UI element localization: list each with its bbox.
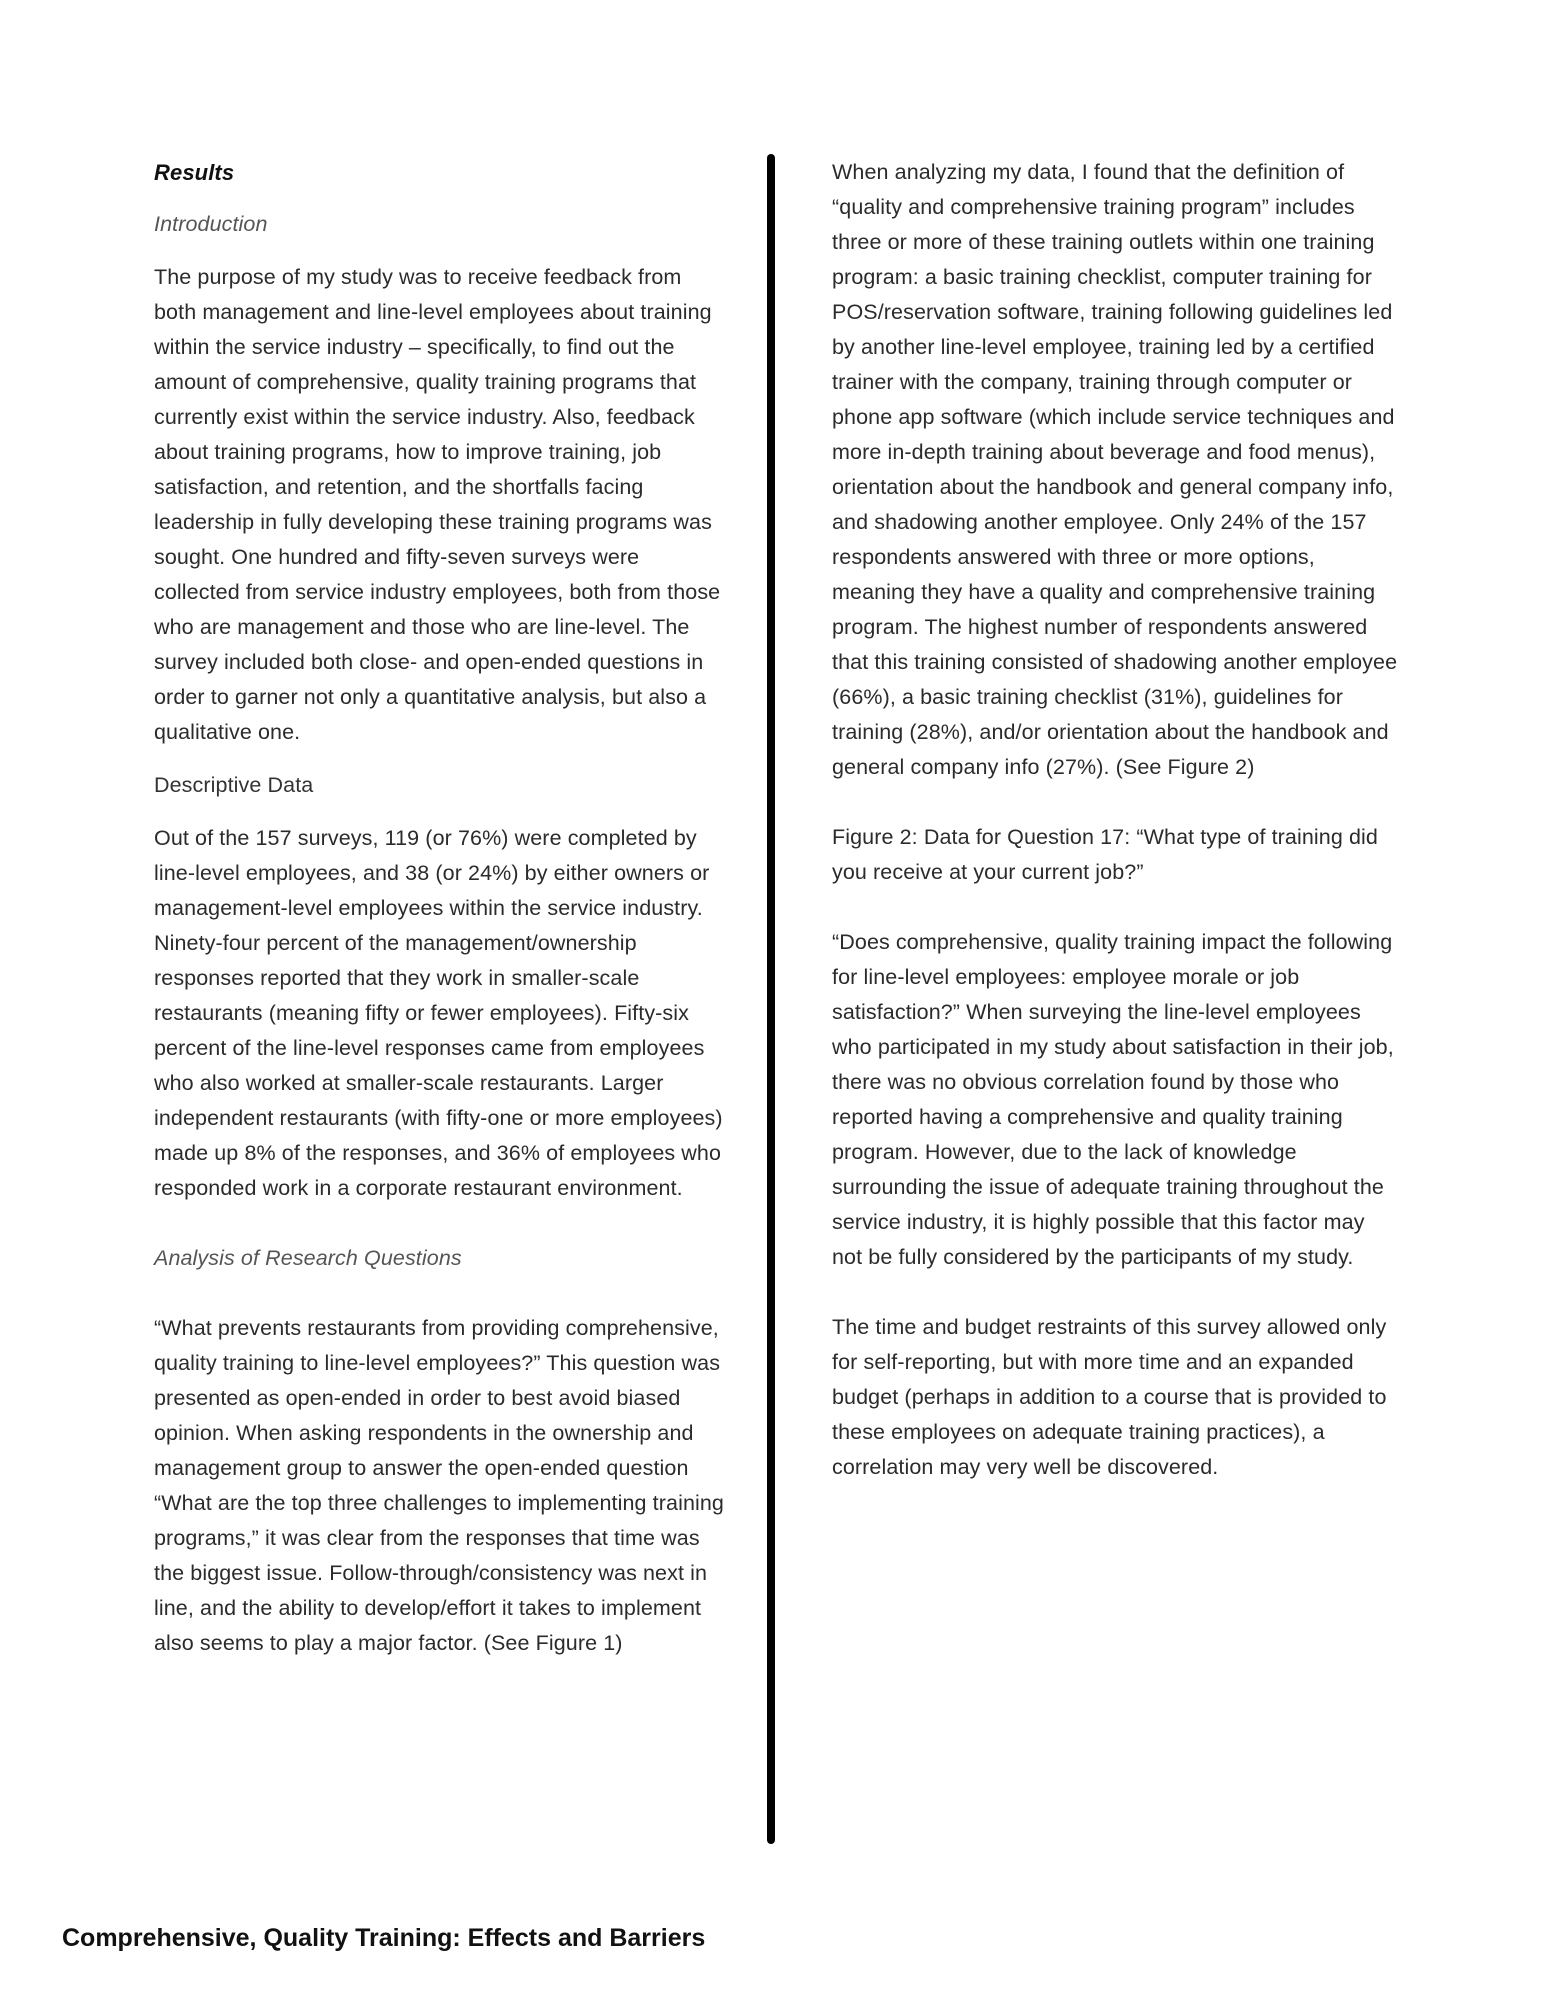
descriptive-data-heading: Descriptive Data [154, 773, 314, 797]
definition-paragraph: When analyzing my data, I found that the definition of “quality and comprehensive training program” includes three or more of these training outlets within one training program: a basic training checklist, computer training for POS/reservation software, training following guidelines led by another line-level employee, training led by a certified trainer with the company, training through computer or phone app software (which include service techniques and more in-depth training about beverage and food menus), orientation about the handbook and general company info, and shadowing another employee. Only 24% of the 157 respondents answered with three or more options, meaning they have a quality and comprehensive training program. The highest number of respondents answered that this training consisted of shadowing another employee (66%), a basic training checklist (31%), guidelines for training (28%), and/or orientation about the handbook and general company info (27%). (See Figure 2) [832, 160, 1398, 779]
limitations-paragraph: The time and budget restraints of this survey allowed only for self-reporting, but with more time and an expanded budget (perhaps in addition to a course that is provided to these employees on adequate training practices), a correlation may very well be discovered. [832, 1315, 1387, 1479]
job-satisfaction-paragraph: “Does comprehensive, quality training impact the following for line-level employees: employee morale or job satisfaction?” When surveying the line-level employees who participated in my study about satisfaction in their job, there was no obvious correlation found by those who reported having a comprehensive and quality training program. However, due to the lack of knowledge surrounding the issue of adequate training throughout the service industry, it is highly possible that this factor may not be fully considered by the participants of my study. [832, 930, 1394, 1269]
left-column [154, 155, 724, 1679]
descriptive-data-paragraph: Out of the 157 surveys, 119 (or 76%) were completed by line-level employees, and 38 (or 24%) by either owners or management-level employees within the service industry. Ninety-four percent of the management/ownership responses reported that they work in smaller-scale restaurants (meaning fifty or fewer employees). Fifty-six percent of the line-level responses came from employees who also worked at smaller-scale restaurants. Larger independent restaurants (with fifty-one or more employees) made up 8% of the responses, and 36% of employees who responded work in a corporate restaurant environment. [154, 826, 723, 1200]
footer-document-title: Comprehensive, Quality Training: Effects and Barriers [62, 1924, 706, 1952]
column-divider [767, 154, 775, 1844]
results-heading: Results [154, 160, 235, 185]
figure-2-caption: Figure 2: Data for Question 17: “What type of training did you receive at your current job?” [832, 825, 1378, 884]
analysis-paragraph: “What prevents restaurants from providing comprehensive, quality training to line-level employees?” This question was presented as open-ended in order to best avoid biased opinion. When asking respondents in the ownership and management group to answer the open-ended question “What are the top three challenges to implementing training programs,” it was clear from the responses that time was the biggest issue. Follow-through/consistency was next in line, and the ability to develop/effort it takes to implement also seems to play a major factor. (See Figure 1) [154, 1316, 724, 1655]
analysis-heading: Analysis of Research Questions [154, 1246, 462, 1270]
introduction-heading: Introduction [154, 212, 268, 236]
introduction-paragraph: The purpose of my study was to receive feedback from both management and line-level employees about training within the service industry – specifically, to find out the amount of comprehensive, quality training programs that currently exist within the service industry. Also, feedback about training programs, how to improve training, job satisfaction, and retention, and the shortfalls facing leadership in fully developing these training programs was sought. One hundred and fifty-seven surveys were collected from service industry employees, both from those who are management and those who are line-level. The survey included both close- and open-ended questions in order to garner not only a quantitative analysis, but also a qualitative one. [154, 265, 721, 744]
right-column [832, 155, 1400, 1503]
